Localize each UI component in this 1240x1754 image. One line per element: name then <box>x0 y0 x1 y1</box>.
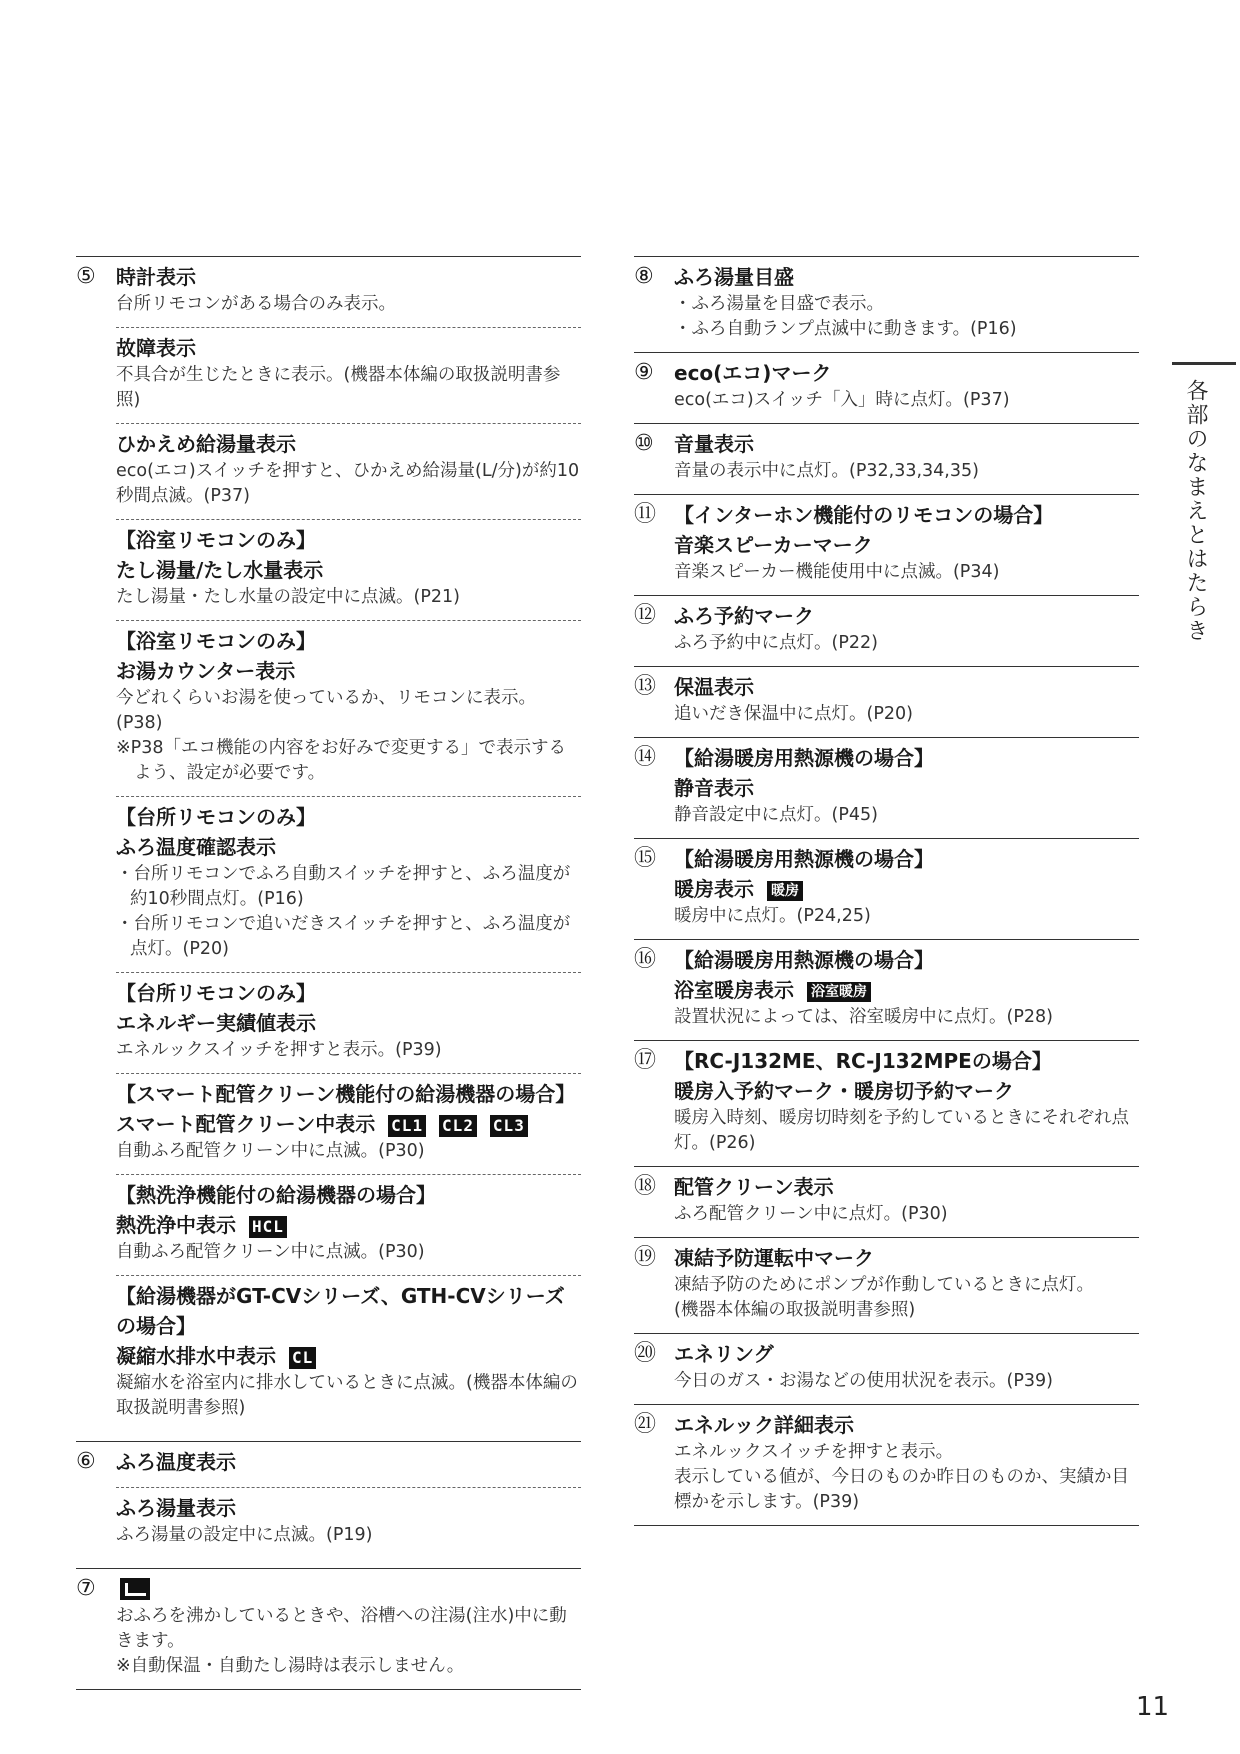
lcd-cl-icon: CL <box>289 1347 316 1369</box>
item-note: 暖房入時刻、暖房切時刻を予約しているときにそれぞれ点灯。(P26) <box>674 1108 1129 1153</box>
item-title: 保温表示 <box>674 675 754 699</box>
item-21 <box>634 1404 1139 1526</box>
item-note-2: 表示している値が、今日のものか昨日のものか、実績か目標かを示します。(P39) <box>674 1467 1129 1512</box>
item-number: ⑰ <box>634 1048 657 1073</box>
item-12 <box>634 595 1139 666</box>
subitem-condensate-drain <box>116 1275 581 1431</box>
item-number: ⑥ <box>76 1449 96 1474</box>
subitem-title: お湯カウンター表示 <box>116 659 296 683</box>
item-title: 暖房入予約マーク・暖房切予約マーク <box>674 1079 1014 1103</box>
right-column <box>634 256 1139 1526</box>
bathroom-heating-lcd-icon: 浴室暖房 <box>807 982 871 1002</box>
subitem-fault-display <box>116 327 581 423</box>
item-number: ⑭ <box>634 745 657 770</box>
subitem-bath-temp-check <box>116 796 581 972</box>
item-14 <box>634 737 1139 838</box>
page-number: 11 <box>1136 1692 1170 1722</box>
item-note: 暖房中に点灯。(P24,25) <box>674 906 871 926</box>
item-note: 今日のガス・お湯などの使用状況を表示。(P39) <box>674 1371 1053 1391</box>
subitem-condition: 【台所リモコンのみ】 <box>116 981 316 1005</box>
bath-filling-icon <box>120 1578 150 1600</box>
subitem-title: ふろ湯量表示 <box>116 1496 236 1520</box>
item-title: 凍結予防運転中マーク <box>674 1246 874 1270</box>
item-note: ふろ配管クリーン中に点灯。(P30) <box>674 1204 948 1224</box>
item-title: 浴室暖房表示 <box>674 978 794 1002</box>
subitem-bath-volume <box>116 1487 581 1558</box>
bullet: ・台所リモコンでふろ自動スイッチを押すと、ふろ温度が約10秒間点灯。(P16) <box>116 864 571 909</box>
item-remark: (機器本体編の取扱説明書参照) <box>674 1300 916 1320</box>
item-9 <box>634 352 1139 423</box>
item-number: ⑦ <box>76 1576 96 1601</box>
subitem-title: エネルギー実績値表示 <box>116 1011 316 1035</box>
lcd-cl3-icon: CL3 <box>490 1115 528 1137</box>
item-7 <box>76 1568 581 1690</box>
lcd-hcl-icon: HCL <box>249 1216 287 1238</box>
item-number: ⑩ <box>634 431 654 456</box>
subitem-condition: 【給湯機器がGT-CVシリーズ、GTH-CVシリーズの場合】 <box>116 1284 565 1338</box>
item-title: エネルック詳細表示 <box>674 1413 854 1437</box>
item-18 <box>634 1166 1139 1237</box>
subitem-energy-display <box>116 972 581 1073</box>
item-number: ⑧ <box>634 264 654 289</box>
subitem-note: 今どれくらいお湯を使っているか、リモコンに表示。(P38) <box>116 688 536 733</box>
item-10 <box>634 423 1139 494</box>
subitem-condition: 【スマート配管クリーン機能付の給湯機器の場合】 <box>116 1082 576 1106</box>
subitem-note: 自動ふろ配管クリーン中に点滅。(P30) <box>116 1141 425 1161</box>
subitem-title: 故障表示 <box>116 336 196 360</box>
item-note: おふろを沸かしているときや、浴槽への注湯(注水)中に動きます。 <box>116 1606 567 1651</box>
subitem-note: eco(エコ)スイッチを押すと、ひかえめ給湯量(L/分)が約10秒間点滅。(P37) <box>116 461 580 506</box>
item-note: 静音設定中に点灯。(P45) <box>674 805 878 825</box>
item-note: 音量の表示中に点灯。(P32,33,34,35) <box>674 461 979 481</box>
subitem-title: スマート配管クリーン中表示 <box>116 1112 376 1136</box>
item-title: エネリング <box>674 1342 774 1366</box>
item-note: 台所リモコンがある場合のみ表示。 <box>116 294 396 314</box>
item-number: ⑳ <box>634 1341 657 1366</box>
section-tab <box>1172 362 1236 643</box>
item-17 <box>634 1040 1139 1166</box>
item-condition: 【RC-J132ME、RC-J132MPEの場合】 <box>674 1049 1052 1073</box>
item-number: ⑯ <box>634 947 657 972</box>
item-number: ⑱ <box>634 1174 657 1199</box>
subitem-note: 自動ふろ配管クリーン中に点滅。(P30) <box>116 1242 425 1262</box>
subitem-condition: 【浴室リモコンのみ】 <box>116 528 316 552</box>
subitem-title: 熱洗浄中表示 <box>116 1213 236 1237</box>
subitem-condition: 【熱洗浄機能付の給湯機器の場合】 <box>116 1183 436 1207</box>
item-number: ㉑ <box>634 1412 657 1437</box>
subitem-heat-clean <box>116 1174 581 1275</box>
subitem-remark: ※P38「エコ機能の内容をお好みで変更する」で表示するよう、設定が必要です。 <box>116 738 566 783</box>
item-16 <box>634 939 1139 1040</box>
item-number: ⑮ <box>634 846 657 871</box>
subitem-hot-water-counter <box>116 620 581 796</box>
item-title: ふろ予約マーク <box>674 604 814 628</box>
item-11 <box>634 494 1139 595</box>
subitem-title: ひかえめ給湯量表示 <box>116 432 296 456</box>
subitem-condition: 【台所リモコンのみ】 <box>116 805 316 829</box>
item-8 <box>634 256 1139 352</box>
item-condition: 【給湯暖房用熱源機の場合】 <box>674 746 934 770</box>
item-13 <box>634 666 1139 737</box>
item-condition: 【給湯暖房用熱源機の場合】 <box>674 948 934 972</box>
subitem-note: エネルックスイッチを押すと表示。(P39) <box>116 1040 442 1060</box>
item-15 <box>634 838 1139 939</box>
item-title: 時計表示 <box>116 265 196 289</box>
item-note: eco(エコ)スイッチ「入」時に点灯。(P37) <box>674 390 1010 410</box>
lcd-cl2-icon: CL2 <box>439 1115 477 1137</box>
item-20 <box>634 1333 1139 1404</box>
heating-lcd-icon: 暖房 <box>767 881 803 901</box>
subitem-condition: 【浴室リモコンのみ】 <box>116 629 316 653</box>
subitem-title: ふろ温度確認表示 <box>116 835 276 859</box>
subitem-note: 凝縮水を浴室内に排水しているときに点滅。(機器本体編の取扱説明書参照) <box>116 1373 578 1418</box>
item-note: 凍結予防のためにポンプが作動しているときに点灯。 <box>674 1275 1094 1295</box>
subitem-eco-flow <box>116 423 581 519</box>
subitem-title: 凝縮水排水中表示 <box>116 1344 276 1368</box>
bullet: ・ふろ自動ランプ点滅中に動きます。(P16) <box>674 319 1017 339</box>
item-title: 配管クリーン表示 <box>674 1175 834 1199</box>
item-note: エネルックスイッチを押すと表示。 <box>674 1442 954 1462</box>
item-5 <box>76 256 581 1441</box>
item-title: 暖房表示 <box>674 877 754 901</box>
item-number: ⑬ <box>634 674 657 699</box>
subitem-smart-clean <box>116 1073 581 1174</box>
item-number: ⑪ <box>634 502 657 527</box>
subitem-title: たし湯量/たし水量表示 <box>116 558 324 582</box>
item-6 <box>76 1441 581 1568</box>
item-note: 設置状況によっては、浴室暖房中に点灯。(P28) <box>674 1007 1053 1027</box>
left-column <box>76 256 581 1690</box>
lcd-cl1-icon: CL1 <box>388 1115 426 1137</box>
subitem-note: ふろ湯量の設定中に点滅。(P19) <box>116 1525 373 1545</box>
item-19 <box>634 1237 1139 1333</box>
item-title: 静音表示 <box>674 776 754 800</box>
bullet: ・ふろ湯量を目盛で表示。 <box>674 294 884 314</box>
item-condition: 【インターホン機能付のリモコンの場合】 <box>674 503 1054 527</box>
subitem-note: たし湯量・たし水量の設定中に点滅。(P21) <box>116 587 460 607</box>
item-note: 音楽スピーカー機能使用中に点滅。(P34) <box>674 562 1000 582</box>
item-number: ⑤ <box>76 264 96 289</box>
item-number: ⑫ <box>634 603 657 628</box>
section-tab-label: 各部のなまえとはたらき <box>1183 379 1208 643</box>
item-note: 追いだき保温中に点灯。(P20) <box>674 704 913 724</box>
item-number: ⑨ <box>634 360 654 385</box>
item-title: ふろ温度表示 <box>116 1450 236 1474</box>
item-condition: 【給湯暖房用熱源機の場合】 <box>674 847 934 871</box>
item-title: eco(エコ)マーク <box>674 361 832 385</box>
item-number: ⑲ <box>634 1245 657 1270</box>
bullet: ・台所リモコンで追いだきスイッチを押すと、ふろ温度が点灯。(P20) <box>116 914 571 959</box>
subitem-note: 不具合が生じたときに表示。(機器本体編の取扱説明書参照) <box>116 365 561 410</box>
item-title: 音量表示 <box>674 432 754 456</box>
item-remark: ※自動保温・自動たし湯時は表示しません。 <box>116 1656 465 1676</box>
item-title: 音楽スピーカーマーク <box>674 533 873 557</box>
item-note: ふろ予約中に点灯。(P22) <box>674 633 878 653</box>
item-title: ふろ湯量目盛 <box>674 265 794 289</box>
subitem-add-water <box>116 519 581 620</box>
